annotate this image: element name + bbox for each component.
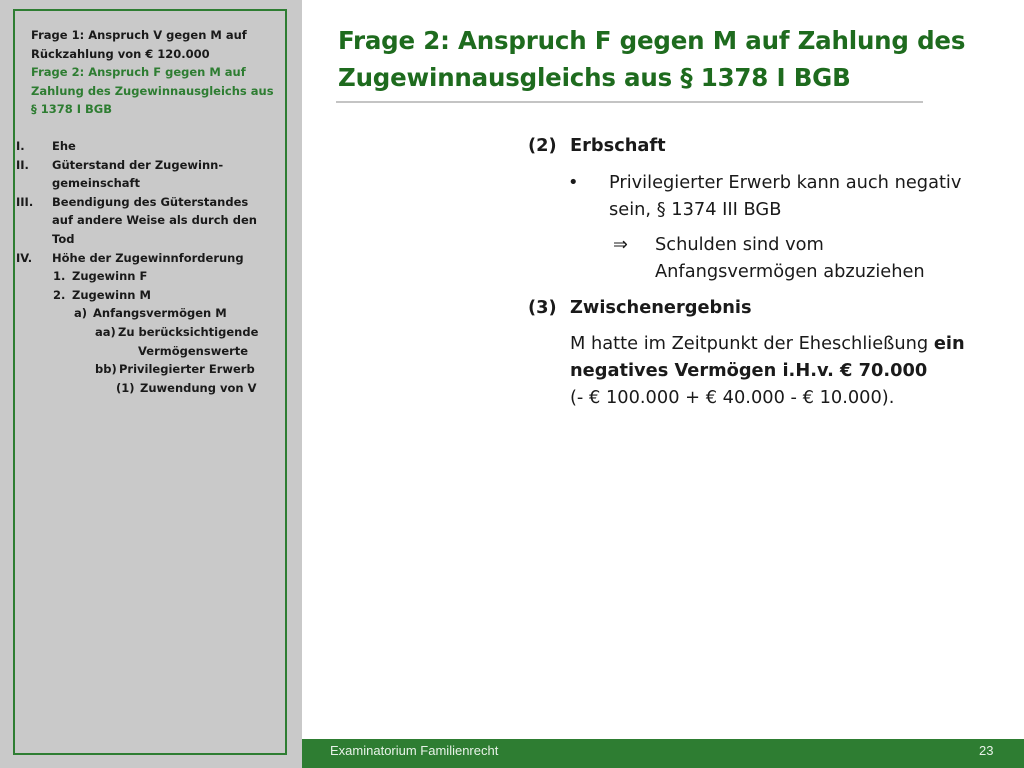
toc-number: IV. (16, 250, 33, 265)
toc-item-beendigung (16, 193, 289, 249)
toc-text: Ehe (52, 138, 76, 153)
toc-text: Höhe der Zugewinnforderung (52, 250, 244, 265)
toc-text: Tod (52, 231, 75, 246)
result-calculation: (- € 100.000 + € 40.000 - € 10.000). (570, 387, 895, 408)
arrow-text: Schulden sind vom (655, 234, 824, 255)
result-text: M hatte im Zeitpunkt der Eheschließung (570, 333, 934, 354)
sidebar-panel (0, 0, 302, 768)
sidebar-q2-line: § 1378 I BGB (31, 102, 113, 117)
section-heading: Erbschaft (570, 135, 666, 156)
sidebar-q2-line: Frage 2: Anspruch F gegen M auf (31, 65, 246, 80)
toc-text: auf andere Weise als durch den (52, 213, 257, 228)
sidebar-q1-line: Rückzahlung von € 120.000 (31, 46, 210, 61)
toc-number: II. (16, 157, 29, 172)
footer-title: Examinatorium Familienrecht (330, 743, 499, 758)
sidebar-outline (16, 26, 289, 397)
result-text-bold: ein (933, 333, 965, 354)
toc-number: a) (74, 306, 88, 321)
toc-text: Zu berücksichtigende (118, 324, 259, 339)
toc-item-gueterstand (16, 156, 289, 193)
sidebar-q2-current (31, 63, 289, 119)
title-divider (336, 101, 923, 103)
toc-text: Anfangsvermögen M (93, 306, 227, 321)
toc-number: 2. (53, 287, 66, 302)
toc-number: I. (16, 138, 25, 153)
toc-text: Beendigung des Güterstandes (52, 194, 249, 209)
toc-number: (1) (116, 380, 135, 395)
toc-number: bb) (95, 362, 117, 377)
toc-item-zuwendung (16, 379, 289, 398)
arrow-item (613, 231, 973, 285)
result-amount: negatives Vermögen i.H.v. € 70.000 (570, 360, 928, 381)
toc-text: Privilegierter Erwerb (119, 362, 255, 377)
section-heading: Zwischenergebnis (570, 297, 752, 318)
bullet-text: Privilegierter Erwerb kann auch negativ (609, 172, 962, 193)
result-paragraph (570, 330, 990, 411)
toc-item-anfangsvermoegen (16, 304, 289, 323)
toc-number: III. (16, 194, 34, 209)
bullet-icon: • (568, 172, 579, 193)
page-number: 23 (979, 743, 994, 758)
slide-title-line: Frage 2: Anspruch F gegen M auf Zahlung des (338, 26, 966, 55)
toc-item-vermoegenswerte (16, 323, 289, 360)
sidebar-q2-line: Zahlung des Zugewinnausgleichs aus (31, 83, 274, 98)
toc-item-ehe (16, 137, 289, 156)
sidebar-q1-line: Frage 1: Anspruch V gegen M auf (31, 28, 247, 42)
toc-item-privilegierter-erwerb (16, 360, 289, 379)
bullet-text: sein, § 1374 III BGB (609, 199, 782, 220)
toc-item-hoehe (16, 249, 289, 268)
toc-number: 1. (53, 269, 66, 284)
bullet-item (568, 169, 968, 223)
toc-text: Zuwendung von V (140, 380, 257, 395)
arrow-text: Anfangsvermögen abzuziehen (655, 261, 925, 282)
toc-text: Güterstand der Zugewinn- (52, 157, 224, 172)
slide-title (338, 22, 978, 96)
toc-item-zugewinn-m (16, 286, 289, 305)
toc-text: gemeinschaft (52, 176, 141, 191)
section-number: (2) (528, 135, 557, 156)
toc-text: Vermögenswerte (138, 343, 249, 358)
toc-text: Zugewinn M (72, 287, 151, 302)
sidebar-q1 (31, 26, 289, 63)
slide-title-line: Zugewinnausgleichs aus § 1378 I BGB (338, 63, 851, 92)
section-number: (3) (528, 297, 557, 318)
toc-number: aa) (95, 324, 116, 339)
toc-item-zugewinn-f (16, 267, 289, 286)
implies-arrow-icon: ⇒ (613, 234, 628, 255)
toc-text: Zugewinn F (72, 269, 148, 284)
